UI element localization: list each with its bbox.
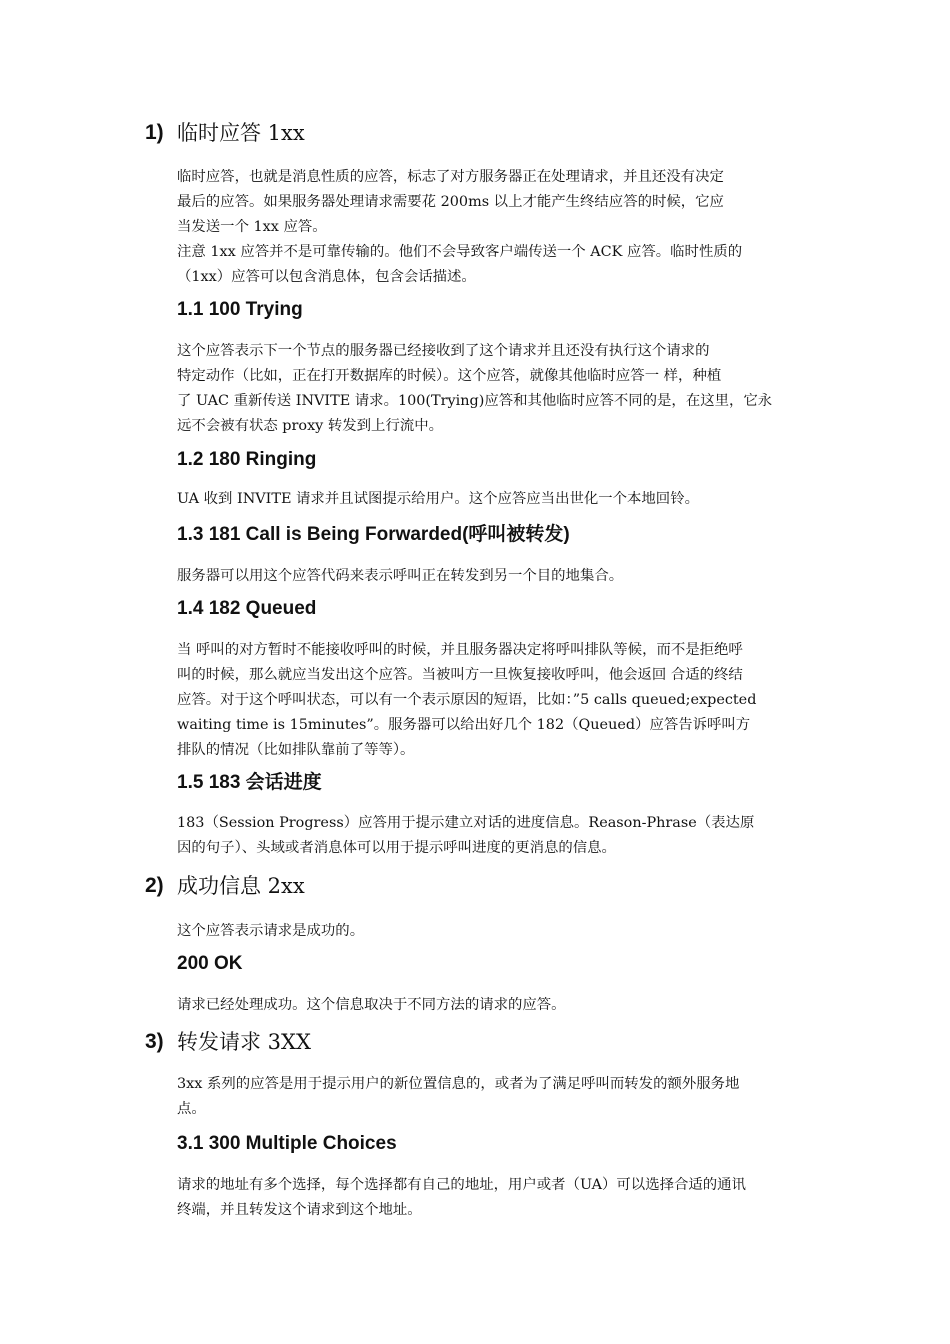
subsection-heading-1-4: 1.4 182 Queued xyxy=(177,598,317,619)
subsection-heading-1-5: 1.5 183 会话进度 xyxy=(177,772,322,793)
text-line: 这个应答表示下一个节点的服务器已经接收到了这个请求并且还没有执行这个请求的 xyxy=(177,343,710,359)
section-intro-3 xyxy=(177,1072,813,1122)
section-heading-3 xyxy=(145,1028,311,1056)
subsection-body-1-3 xyxy=(177,564,813,589)
text-line: 因的句子）、头域或者消息体可以用于提示呼叫进度的更消息的信息。 xyxy=(177,840,616,856)
text-line: 终端，并且转发这个请求到这个地址。 xyxy=(177,1202,422,1218)
section-heading-1 xyxy=(145,119,305,147)
section-heading-2 xyxy=(145,872,305,900)
section-intro-2 xyxy=(177,919,813,944)
subsection-body-1-4 xyxy=(177,638,813,763)
section-intro-1 xyxy=(177,165,813,290)
subsection-body-1-2 xyxy=(177,487,813,512)
text-line: （1xx）应答可以包含消息体，包含会话描述。 xyxy=(177,269,476,285)
subsection-body-1-5 xyxy=(177,811,813,861)
text-line: 当发送一个 1xx 应答。 xyxy=(177,219,327,235)
section-title: 转发请求 3XX xyxy=(177,1030,311,1054)
subsection-body-200 xyxy=(177,993,813,1018)
text-line: 特定动作（比如，正在打开数据库的时候）。这个应答，就像其他临时应答一 样，种植 xyxy=(177,368,722,384)
text-line: 远不会被有状态 proxy 转发到上行流中。 xyxy=(177,418,444,434)
text-line: 了 UAC 重新传送 INVITE 请求。100(Trying)应答和其他临时应答不同的是，在这里，它永 xyxy=(177,393,773,409)
subsection-heading-3-1: 3.1 300 Multiple Choices xyxy=(177,1133,397,1154)
text-line: 183（Session Progress）应答用于提示建立对话的进度信息。Reason-Phrase（表达原 xyxy=(177,815,755,831)
text-line: 请求的地址有多个选择，每个选择都有自己的地址，用户或者（UA）可以选择合适的通讯 xyxy=(177,1177,746,1193)
subsection-body-3-1 xyxy=(177,1173,813,1223)
text-line: 注意 1xx 应答并不是可靠传输的。他们不会导致客户端传送一个 ACK 应答。临时性质的 xyxy=(177,244,743,260)
subsection-heading-1-1: 1.1 100 Trying xyxy=(177,299,303,320)
text-line: 叫的时候，那么就应当发出这个应答。当被叫方一旦恢复接收呼叫，他会返回 合适的终结 xyxy=(177,667,743,683)
section-title: 临时应答 1xx xyxy=(177,121,305,145)
text-line: 3xx 系列的应答是用于提示用户的新位置信息的，或者为了满足呼叫而转发的额外服务地 xyxy=(177,1076,740,1092)
subsection-body-1-1 xyxy=(177,339,813,439)
subsection-heading-1-2: 1.2 180 Ringing xyxy=(177,449,317,470)
subsection-heading-200: 200 OK xyxy=(177,953,243,974)
section-number: 2) xyxy=(145,874,164,897)
text-line: 临时应答，也就是消息性质的应答，标志了对方服务器正在处理请求，并且还没有决定 xyxy=(177,169,724,185)
section-title: 成功信息 2xx xyxy=(177,874,305,898)
text-line: 最后的应答。如果服务器处理请求需要花 200ms 以上才能产生终结应答的时候，它应 xyxy=(177,194,724,210)
section-number: 1) xyxy=(145,121,164,144)
text-line: UA 收到 INVITE 请求并且试图提示给用户。这个应答应当出世化一个本地回铃。 xyxy=(177,491,699,507)
text-line: 这个应答表示请求是成功的。 xyxy=(177,923,365,939)
text-line: 请求已经处理成功。这个信息取决于不同方法的请求的应答。 xyxy=(177,997,566,1013)
section-number: 3) xyxy=(145,1030,164,1053)
text-line: 排队的情况（比如排队靠前了等等）。 xyxy=(177,742,415,758)
text-line: 点。 xyxy=(177,1101,206,1117)
text-line: waiting time is 15minutes”。服务器可以给出好几个 182（Queued）应答告诉呼叫方 xyxy=(177,717,751,733)
text-line: 服务器可以用这个应答代码来表示呼叫正在转发到另一个目的地集合。 xyxy=(177,568,624,584)
subsection-heading-1-3: 1.3 181 Call is Being Forwarded(呼叫被转发) xyxy=(177,524,570,545)
text-line: 当 呼叫的对方暂时不能接收呼叫的时候，并且服务器决定将呼叫排队等候，而不是拒绝呼 xyxy=(177,642,743,658)
text-line: 应答。对于这个呼叫状态，可以有一个表示原因的短语，比如：”5 calls queued;expected xyxy=(177,692,757,708)
